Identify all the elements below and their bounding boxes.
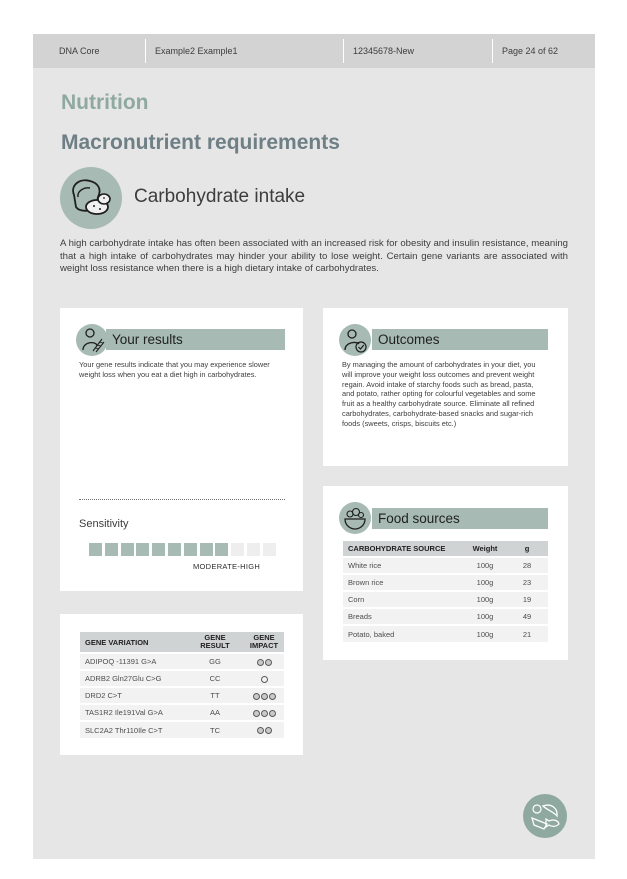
intro-paragraph: A high carbohydrate intake has often been associated with an increased risk for obesity and insulin resistance, meaning that a high intake of carbohydrates may hinder your ability to lose weight. Certain gene variants are associated with weight loss resistance when there is a high dietary intake of carbohydrates.: [60, 238, 568, 275]
header-page: Page 24 of 62: [502, 46, 559, 56]
gene-result: GG: [186, 653, 244, 670]
impact-dot: [265, 659, 272, 666]
gene-result: AA: [186, 704, 244, 721]
col-grams: g: [506, 541, 548, 557]
table-row: [343, 557, 548, 574]
table-row: [343, 591, 548, 608]
table-row: [343, 608, 548, 625]
dna-person-icon: [76, 324, 108, 356]
sensitivity-level: MODERATE-HIGH: [193, 562, 261, 571]
table-row: [80, 670, 284, 687]
meter-segment: [263, 543, 276, 556]
col-result: GENE RESULT: [186, 632, 244, 653]
food-weight: 100g: [464, 574, 506, 591]
col-impact: GENE IMPACT: [244, 632, 284, 653]
section-title: Nutrition: [61, 91, 149, 114]
impact-dot: [253, 693, 260, 700]
meter-segment: [121, 543, 134, 556]
outcomes-text: By managing the amount of carbohydrates in your diet, you will improve your weight loss outcomes and prevent weight regain. Avoid intake of starchy foods such as bread, pasta, and potato, rather opting for colourful vegetables and some fruit as a healthy carbohydrate source. Eliminate all refined carbohydrates, carbohydrate-based snacks and sugar-rich foods (sweets, crisps, biscuits etc.): [342, 360, 536, 428]
impact-dot: [261, 676, 268, 683]
results-title: Your results: [106, 329, 285, 350]
header-brand: DNA Core: [59, 46, 100, 56]
meter-segment: [136, 543, 149, 556]
gene-impact: [244, 670, 284, 687]
meter-segment: [105, 543, 118, 556]
food-sources-card: [323, 486, 568, 660]
col-weight: Weight: [464, 541, 506, 557]
table-row: [343, 574, 548, 591]
page-header: [33, 34, 595, 68]
gene-variation: SLC2A2 Thr110Ile C>T: [80, 721, 186, 738]
gene-result: TC: [186, 721, 244, 738]
meter-segment: [200, 543, 213, 556]
table-row: [343, 625, 548, 642]
gene-impact: [244, 721, 284, 738]
food-sources-title: Food sources: [372, 508, 548, 529]
col-variation: GENE VARIATION: [80, 632, 186, 653]
gene-variation: TAS1R2 Ile191Val G>A: [80, 704, 186, 721]
impact-dot: [269, 693, 276, 700]
food-weight: 100g: [464, 608, 506, 625]
impact-dot: [253, 710, 260, 717]
table-row: [80, 653, 284, 670]
gene-rows: [80, 653, 284, 738]
food-bowl-icon: [339, 502, 371, 534]
topic-title: Carbohydrate intake: [134, 186, 306, 207]
col-source: CARBOHYDRATE SOURCE: [343, 541, 464, 557]
gene-variation: DRD2 C>T: [80, 687, 186, 704]
food-name: Breads: [343, 608, 464, 625]
sensitivity-meter: [89, 543, 279, 556]
impact-dot: [269, 710, 276, 717]
page-title: Macronutrient requirements: [61, 131, 340, 154]
table-row: [80, 704, 284, 721]
food-name: White rice: [343, 557, 464, 574]
meter-segment: [184, 543, 197, 556]
outcomes-card: [323, 308, 568, 466]
gene-card: [60, 614, 303, 755]
meter-segment: [231, 543, 244, 556]
food-weight: 100g: [464, 557, 506, 574]
food-table: [343, 541, 548, 642]
gene-impact: [244, 704, 284, 721]
food-grams: 28: [506, 557, 548, 574]
gene-impact: [244, 687, 284, 704]
impact-dot: [261, 710, 268, 717]
results-text: Your gene results indicate that you may experience slower weight loss when you eat a diet high in carbohydrates.: [79, 360, 270, 379]
food-mix-icon: [523, 794, 567, 838]
impact-dot: [265, 727, 272, 734]
impact-dot: [257, 727, 264, 734]
food-name: Brown rice: [343, 574, 464, 591]
food-grams: 19: [506, 591, 548, 608]
header-client: Example2 Example1: [155, 46, 238, 56]
food-weight: 100g: [464, 591, 506, 608]
meter-segment: [215, 543, 228, 556]
header-id: 12345678-New: [353, 46, 415, 56]
food-grams: 23: [506, 574, 548, 591]
food-name: Corn: [343, 591, 464, 608]
food-weight: 100g: [464, 625, 506, 642]
impact-dot: [257, 659, 264, 666]
gene-impact: [244, 653, 284, 670]
meter-segment: [168, 543, 181, 556]
meter-segment: [152, 543, 165, 556]
divider: [79, 499, 285, 500]
meter-segment: [89, 543, 102, 556]
bread-potato-icon: [60, 167, 122, 229]
food-name: Potato, baked: [343, 625, 464, 642]
food-grams: 21: [506, 625, 548, 642]
gene-result: CC: [186, 670, 244, 687]
impact-dot: [261, 693, 268, 700]
sensitivity-label: Sensitivity: [79, 518, 129, 530]
outcomes-title: Outcomes: [372, 329, 548, 350]
person-check-icon: [339, 324, 371, 356]
gene-variation: ADRB2 Gln27Glu C>G: [80, 670, 186, 687]
report-page: [33, 34, 595, 859]
table-row: [80, 687, 284, 704]
food-grams: 49: [506, 608, 548, 625]
gene-table: [80, 632, 284, 738]
results-card: [60, 308, 303, 591]
gene-variation: ADIPOQ -11391 G>A: [80, 653, 186, 670]
table-row: [80, 721, 284, 738]
meter-segment: [247, 543, 260, 556]
gene-result: TT: [186, 687, 244, 704]
